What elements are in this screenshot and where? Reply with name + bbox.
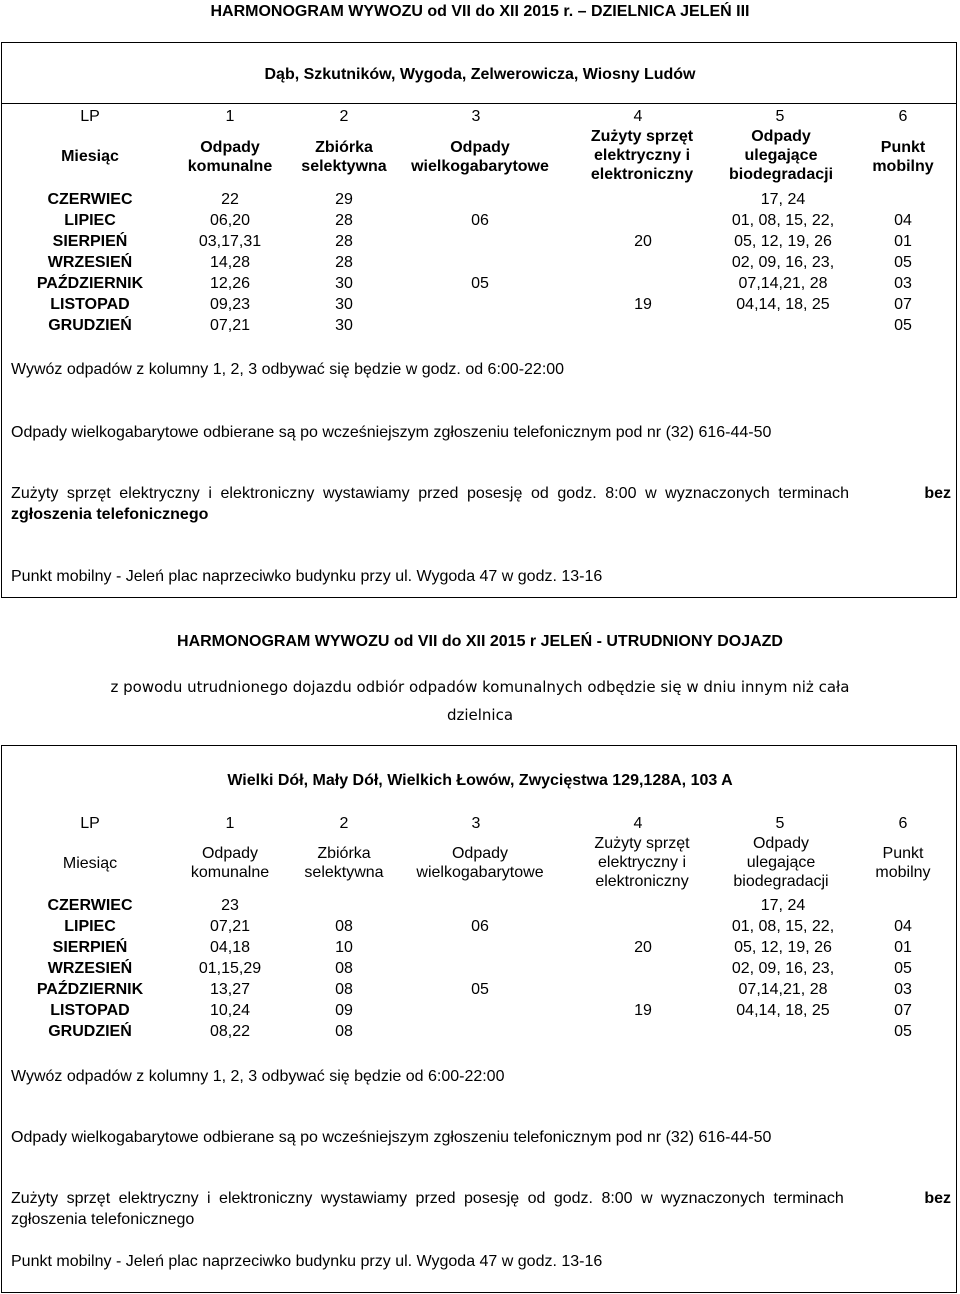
table-row: [0, 273, 956, 294]
lp-label: LP: [80, 108, 100, 125]
date-cell-c5: 17, 24: [760, 191, 806, 208]
date-cell-c2: 09: [335, 1002, 353, 1019]
header-biodegradable-waste: Odpady ulegające biodegradacji: [733, 835, 829, 890]
lp-3: 3: [471, 815, 481, 832]
date-cell-c5: 05, 12, 19, 26: [734, 939, 832, 956]
header-month: Miesiąc: [62, 855, 118, 872]
date-cell-c5: 02, 09, 16, 23,: [731, 254, 835, 271]
date-cell-c5: 07,14,21, 28: [738, 275, 828, 292]
section1-note-mobile-point: Punkt mobilny - Jeleń plac naprzeciwko budynku przy ul. Wygoda 47 w godz. 13-16: [11, 568, 603, 585]
header-bulky-waste: Odpady wielkogabarytowe: [416, 845, 544, 881]
lp-2: 2: [339, 815, 349, 832]
lp-6: 6: [898, 815, 908, 832]
date-cell-c6: 05: [894, 1023, 912, 1040]
date-cell-c2: 28: [335, 212, 353, 229]
date-cell-c2: 08: [335, 918, 353, 935]
section2-note-mobile-point: Punkt mobilny - Jeleń plac naprzeciwko budynku przy ul. Wygoda 47 w godz. 13-16: [11, 1253, 603, 1270]
date-cell-c1: 07,21: [209, 317, 251, 334]
date-cell-c3: 06: [471, 212, 489, 229]
month-cell: PAŹDZIERNIK: [36, 275, 144, 292]
date-cell-c2: 28: [335, 254, 353, 271]
lp-5: 5: [775, 815, 785, 832]
header-mobile-point: Punkt mobilny: [875, 845, 931, 881]
date-cell-c6: 01: [894, 939, 912, 956]
date-cell-c3: 05: [471, 275, 489, 292]
month-cell: LISTOPAD: [50, 296, 130, 313]
section2-note-hours: Wywóz odpadów z kolumny 1, 2, 3 odbywać się będzie od 6:00-22:00: [11, 1068, 505, 1085]
month-cell: WRZESIEŃ: [47, 254, 133, 271]
table-row: [0, 189, 956, 210]
date-cell-c1: 06,20: [209, 212, 251, 229]
date-cell-c3: 05: [471, 981, 489, 998]
month-cell: GRUDZIEŃ: [48, 1023, 132, 1040]
date-cell-c2: 10: [335, 939, 353, 956]
table-row: [0, 315, 956, 336]
section1-note-hours: Wywóz odpadów z kolumny 1, 2, 3 odbywać się będzie w godz. od 6:00-22:00: [11, 361, 565, 378]
date-cell-c3: 06: [471, 918, 489, 935]
date-cell-c5: 05, 12, 19, 26: [734, 233, 832, 250]
date-cell-c2: 08: [335, 1023, 353, 1040]
lp-4: 4: [633, 815, 643, 832]
date-cell-c5: 17, 24: [760, 897, 806, 914]
table-row: [0, 210, 956, 231]
date-cell-c1: 13,27: [209, 981, 251, 998]
section1-streets: Dąb, Szkutników, Wygoda, Zelwerowicza, Wiosny Ludów: [264, 66, 696, 83]
lp-1: 1: [225, 108, 235, 125]
header-electronic-waste: Zużyty sprzęt elektryczny i elektroniczny: [590, 128, 694, 183]
table-row: [0, 252, 956, 273]
date-cell-c1: 03,17,31: [198, 233, 262, 250]
lp-4: 4: [633, 108, 643, 125]
date-cell-c5: 07,14,21, 28: [738, 981, 828, 998]
lp-1: 1: [225, 815, 235, 832]
date-cell-c1: 08,22: [209, 1023, 251, 1040]
date-cell-c6: 05: [894, 960, 912, 977]
section2-header-row: [0, 833, 956, 897]
header-selective-collection: Zbiórka selektywna: [304, 845, 384, 881]
date-cell-c2: 28: [335, 233, 353, 250]
date-cell-c6: 04: [894, 918, 912, 935]
date-cell-c5: 04,14, 18, 25: [736, 1002, 830, 1019]
table-row: [0, 231, 956, 252]
month-cell: SIERPIEŃ: [52, 939, 128, 956]
table-row: [0, 1000, 956, 1021]
date-cell-c6: 03: [894, 981, 912, 998]
table-row: [0, 916, 956, 937]
table-row: [0, 937, 956, 958]
date-cell-c6: 01: [894, 233, 912, 250]
month-cell: LIPIEC: [64, 212, 116, 229]
month-cell: CZERWIEC: [47, 897, 133, 914]
section1-note-bulky: Odpady wielkogabarytowe odbierane są po wcześniejszym zgłoszeniu telefonicznym pod nr (32) 616-44-50: [11, 424, 772, 441]
date-cell-c5: 01, 08, 15, 22,: [731, 918, 835, 935]
date-cell-c6: 05: [894, 254, 912, 271]
date-cell-c5: 04,14, 18, 25: [736, 296, 830, 313]
date-cell-c6: 07: [894, 1002, 912, 1019]
section1-header-row: [0, 127, 956, 191]
date-cell-c4: 19: [634, 296, 652, 313]
header-electronic-waste: Zużyty sprzęt elektryczny i elektroniczny: [594, 835, 690, 890]
date-cell-c5: 01, 08, 15, 22,: [731, 212, 835, 229]
section2-lp-row: [0, 813, 956, 834]
table-row: [0, 1021, 956, 1042]
date-cell-c2: 29: [335, 191, 353, 208]
date-cell-c6: 04: [894, 212, 912, 229]
date-cell-c2: 30: [335, 317, 353, 334]
table-row: [0, 958, 956, 979]
date-cell-c4: 20: [634, 939, 652, 956]
section2-subtitle-line1: z powodu utrudnionego dojazdu odbiór odpadów komunalnych odbędzie się w dniu innym niż cała: [110, 678, 850, 696]
date-cell-c4: 19: [634, 1002, 652, 1019]
date-cell-c4: 20: [634, 233, 652, 250]
section2-streets: Wielki Dół, Mały Dół, Wielkich Łowów, Zwycięstwa 129,128A, 103 A: [227, 772, 733, 789]
lp-3: 3: [471, 108, 481, 125]
header-biodegradable-waste: Odpady ulegające biodegradacji: [728, 128, 834, 183]
date-cell-c1: 14,28: [209, 254, 251, 271]
date-cell-c1: 04,18: [209, 939, 251, 956]
month-cell: GRUDZIEŃ: [48, 317, 132, 334]
section1-divider: [1, 103, 957, 104]
date-cell-c1: 12,26: [209, 275, 251, 292]
lp-6: 6: [898, 108, 908, 125]
lp-label: LP: [80, 815, 100, 832]
section2-title: HARMONOGRAM WYWOZU od VII do XII 2015 r JELEŃ - UTRUDNIONY DOJAZD: [177, 633, 783, 650]
month-cell: LISTOPAD: [50, 1002, 130, 1019]
section2-note-bulky: Odpady wielkogabarytowe odbierane są po wcześniejszym zgłoszeniu telefonicznym pod nr (32) 616-44-50: [11, 1129, 772, 1146]
table-row: [0, 294, 956, 315]
lp-5: 5: [775, 108, 785, 125]
section2-note-no-call: zgłoszenia telefonicznego: [11, 1211, 195, 1228]
header-municipal-waste: Odpady komunalne: [190, 845, 270, 881]
date-cell-c5: 02, 09, 16, 23,: [731, 960, 835, 977]
month-cell: PAŹDZIERNIK: [36, 981, 144, 998]
section2-note-electronic: Zużyty sprzęt elektryczny i elektroniczny wystawiamy przed posesję od godz. 8:00 w wyznaczonych terminach bez: [11, 1190, 951, 1207]
section2-subtitle-line2: dzielnica: [446, 706, 514, 724]
date-cell-c2: 30: [335, 275, 353, 292]
date-cell-c6: 05: [894, 317, 912, 334]
date-cell-c2: 30: [335, 296, 353, 313]
date-cell-c6: 07: [894, 296, 912, 313]
month-cell: LIPIEC: [64, 918, 116, 935]
header-selective-collection: Zbiórka selektywna: [301, 139, 387, 175]
date-cell-c2: 08: [335, 960, 353, 977]
document-title: HARMONOGRAM WYWOZU od VII do XII 2015 r. – DZIELNICA JELEŃ III: [210, 3, 750, 20]
table-row: [0, 895, 956, 916]
month-cell: SIERPIEŃ: [52, 233, 128, 250]
header-mobile-point: Punkt mobilny: [872, 139, 934, 175]
date-cell-c1: 22: [221, 191, 239, 208]
month-cell: CZERWIEC: [47, 191, 133, 208]
date-cell-c1: 07,21: [209, 918, 251, 935]
date-cell-c1: 01,15,29: [198, 960, 262, 977]
header-municipal-waste: Odpady komunalne: [187, 139, 273, 175]
table-row: [0, 979, 956, 1000]
header-bulky-waste: Odpady wielkogabarytowe: [411, 139, 549, 175]
date-cell-c2: 08: [335, 981, 353, 998]
section1-note-no-call: zgłoszenia telefonicznego: [11, 506, 209, 523]
date-cell-c1: 09,23: [209, 296, 251, 313]
section1-note-electronic: Zużyty sprzęt elektryczny i elektroniczny wystawiamy przed posesję od godz. 8:00 w wyznaczonych terminach bez: [11, 485, 951, 502]
header-month: Miesiąc: [61, 148, 119, 165]
date-cell-c6: 03: [894, 275, 912, 292]
month-cell: WRZESIEŃ: [47, 960, 133, 977]
date-cell-c1: 10,24: [209, 1002, 251, 1019]
date-cell-c1: 23: [221, 897, 239, 914]
lp-2: 2: [339, 108, 349, 125]
section1-lp-row: [0, 106, 956, 127]
